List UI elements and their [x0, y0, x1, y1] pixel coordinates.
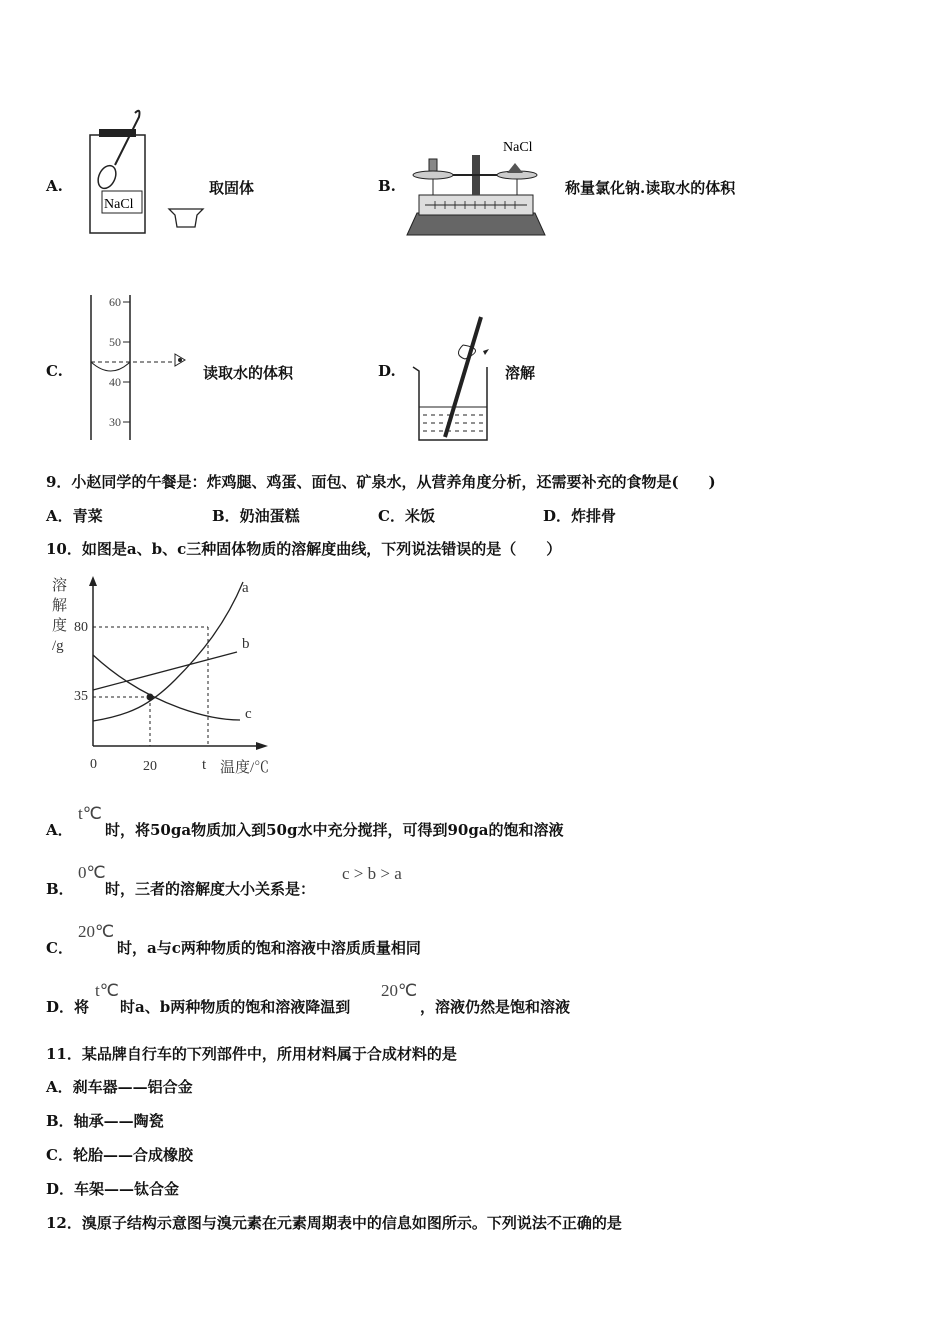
ylabel-1: 溶 — [52, 578, 68, 594]
q9-option-a[interactable]: A．青菜 — [46, 507, 103, 525]
q11-option-a[interactable]: A．刹车器——铝合金 — [46, 1078, 193, 1096]
curve-a — [93, 582, 243, 721]
xlabel: 温度/℃ — [220, 760, 270, 776]
q10-option-d-temp1: t℃ — [95, 981, 119, 1000]
q10-option-d-temp2: 20℃ — [381, 981, 418, 1000]
q10-option-a-temp: t℃ — [78, 804, 102, 823]
xtick-20: 20 — [143, 759, 157, 774]
solubility-chart — [40, 570, 285, 780]
curve-label-c: c — [245, 706, 252, 722]
q10-option-b-letter[interactable]: B． — [46, 880, 74, 898]
q10-option-b-temp: 0℃ — [78, 863, 106, 882]
q10-option-c-temp: 20℃ — [78, 922, 115, 941]
q11-option-b[interactable]: B．轴承——陶瓷 — [46, 1112, 164, 1130]
q10-option-d-text2: ，溶液仍然是饱和溶液 — [420, 998, 571, 1016]
y-axis-arrow — [89, 576, 97, 586]
tick-40: 40 — [109, 375, 121, 389]
x-axis-arrow — [256, 742, 268, 750]
q11-option-c[interactable]: C．轮胎——合成橡胶 — [46, 1146, 193, 1164]
balance-diagram — [405, 135, 550, 245]
option-c-letter: C. — [46, 362, 63, 380]
ytick-35: 35 — [74, 689, 88, 704]
q9-stem: 9．小赵同学的午餐是：炸鸡腿、鸡蛋、面包、矿泉水，从营养角度分析，还需要补充的食物是( ) — [46, 473, 716, 491]
q10-option-c-letter[interactable]: C． — [46, 939, 73, 957]
beaker-stirring-diagram — [405, 315, 500, 445]
q11-stem: 11．某品牌自行车的下列部件中，所用材料属于合成材料的是 — [46, 1045, 457, 1063]
ylabel-2: 解 — [52, 598, 68, 614]
pan-label: NaCl — [503, 140, 533, 155]
q9-option-d[interactable]: D．炸排骨 — [543, 507, 617, 525]
q10-option-b-text: 时，三者的溶解度大小关系是： — [105, 880, 316, 898]
q10-option-c-text: 时，a与c两种物质的饱和溶液中溶质质量相同 — [117, 939, 421, 957]
q10-option-d-letter[interactable]: D．将 — [46, 998, 90, 1016]
xtick-0: 0 — [90, 757, 97, 772]
option-a-letter: A. — [46, 177, 63, 195]
option-b-caption: 称量氯化钠.读取水的体积 — [565, 179, 736, 197]
intersection-point — [147, 694, 154, 701]
option-a-caption: 取固体 — [209, 179, 255, 197]
ylabel-3: 度 — [52, 618, 68, 634]
jar-label: NaCl — [104, 197, 134, 212]
q11-option-d[interactable]: D．车架——钛合金 — [46, 1180, 180, 1198]
option-b-letter: B. — [378, 177, 396, 195]
tick-30: 30 — [109, 415, 121, 429]
curve-label-a: a — [242, 580, 249, 596]
curve-b — [93, 652, 237, 690]
graduated-cylinder-diagram — [85, 290, 205, 445]
q10-option-d-text: 时a、b两种物质的饱和溶液降温到 — [120, 998, 351, 1016]
xtick-t: t — [202, 757, 207, 773]
spoon-jar-diagram — [85, 105, 210, 235]
q9-option-b[interactable]: B．奶油蛋糕 — [212, 507, 300, 525]
q10-option-b-relation: c > b > a — [342, 864, 402, 883]
q10-stem: 10．如图是a、b、c三种固体物质的溶解度曲线，下列说法错误的是（ ） — [46, 540, 562, 558]
q10-option-a-letter[interactable]: A． — [46, 821, 73, 839]
q12-stem: 12．溴原子结构示意图与溴元素在元素周期表中的信息如图所示。下列说法不正确的是 — [46, 1214, 622, 1232]
q10-option-a-text: 时，将50ga物质加入到50g水中充分搅拌，可得到90ga的饱和溶液 — [105, 821, 564, 839]
option-c-caption: 读取水的体积 — [203, 364, 294, 382]
option-d-caption: 溶解 — [505, 364, 536, 382]
tick-50: 50 — [109, 335, 121, 349]
option-d-letter: D. — [378, 362, 396, 380]
q9-option-c[interactable]: C．米饭 — [378, 507, 435, 525]
ytick-80: 80 — [74, 620, 88, 635]
curve-label-b: b — [242, 636, 250, 652]
tick-60: 60 — [109, 295, 121, 309]
ylabel-4: /g — [52, 638, 64, 654]
